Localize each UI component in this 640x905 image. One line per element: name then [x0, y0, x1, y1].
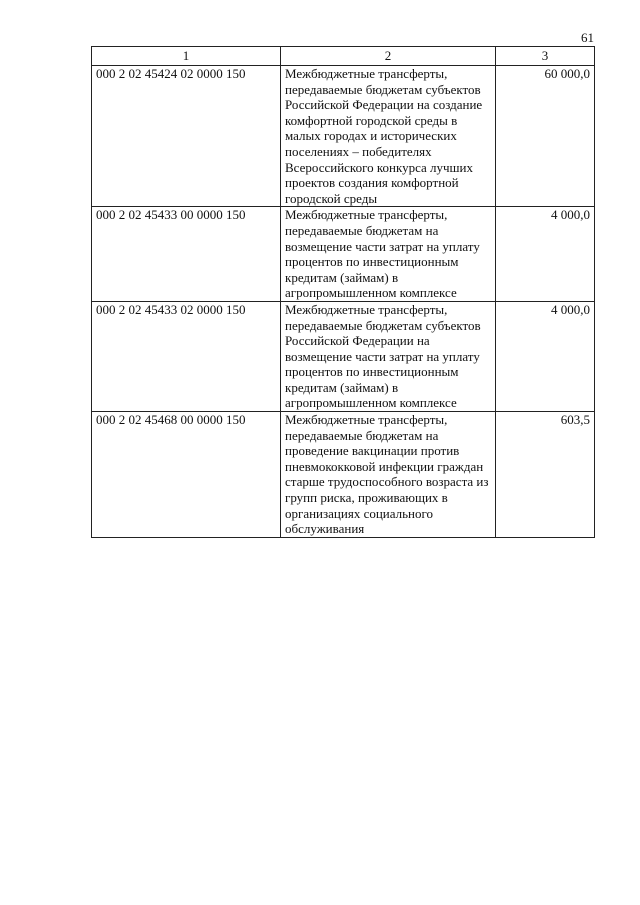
amount-cell: 4 000,0	[496, 301, 595, 411]
description-cell: Межбюджетные трансферты, передаваемые бюджетам субъектов Российской Федерации на возмещение части затрат на уплату процентов по инвестиционным кредитам (займам) в агропромышленном комплексе	[281, 301, 496, 411]
table-row	[92, 301, 595, 411]
column-header-3: 3	[496, 47, 595, 66]
description-cell: Межбюджетные трансферты, передаваемые бюджетам на проведение вакцинации против пневмококковой инфекции граждан старше трудоспособного возраста из групп риска, проживающих в организациях социального обслуживания	[281, 412, 496, 538]
budget-code-cell: 000 2 02 45433 02 0000 150	[92, 301, 281, 411]
column-header-2: 2	[281, 47, 496, 66]
budget-table	[91, 46, 595, 538]
table-header-row	[92, 47, 595, 66]
column-header-1: 1	[92, 47, 281, 66]
table-row	[92, 207, 595, 302]
page-number: 61	[581, 30, 594, 45]
description-cell: Межбюджетные трансферты, передаваемые бюджетам субъектов Российской Федерации на создание комфортной городской среды в малых городах и исторических поселениях – победителях Всероссийского конкурса лучших проектов создания комфортной городской среды	[281, 66, 496, 207]
table-row	[92, 412, 595, 538]
budget-code-cell: 000 2 02 45468 00 0000 150	[92, 412, 281, 538]
amount-cell: 603,5	[496, 412, 595, 538]
table-row	[92, 66, 595, 207]
description-cell: Межбюджетные трансферты, передаваемые бюджетам на возмещение части затрат на уплату процентов по инвестиционным кредитам (займам) в агропромышленном комплексе	[281, 207, 496, 302]
budget-code-cell: 000 2 02 45424 02 0000 150	[92, 66, 281, 207]
amount-cell: 60 000,0	[496, 66, 595, 207]
amount-cell: 4 000,0	[496, 207, 595, 302]
budget-code-cell: 000 2 02 45433 00 0000 150	[92, 207, 281, 302]
